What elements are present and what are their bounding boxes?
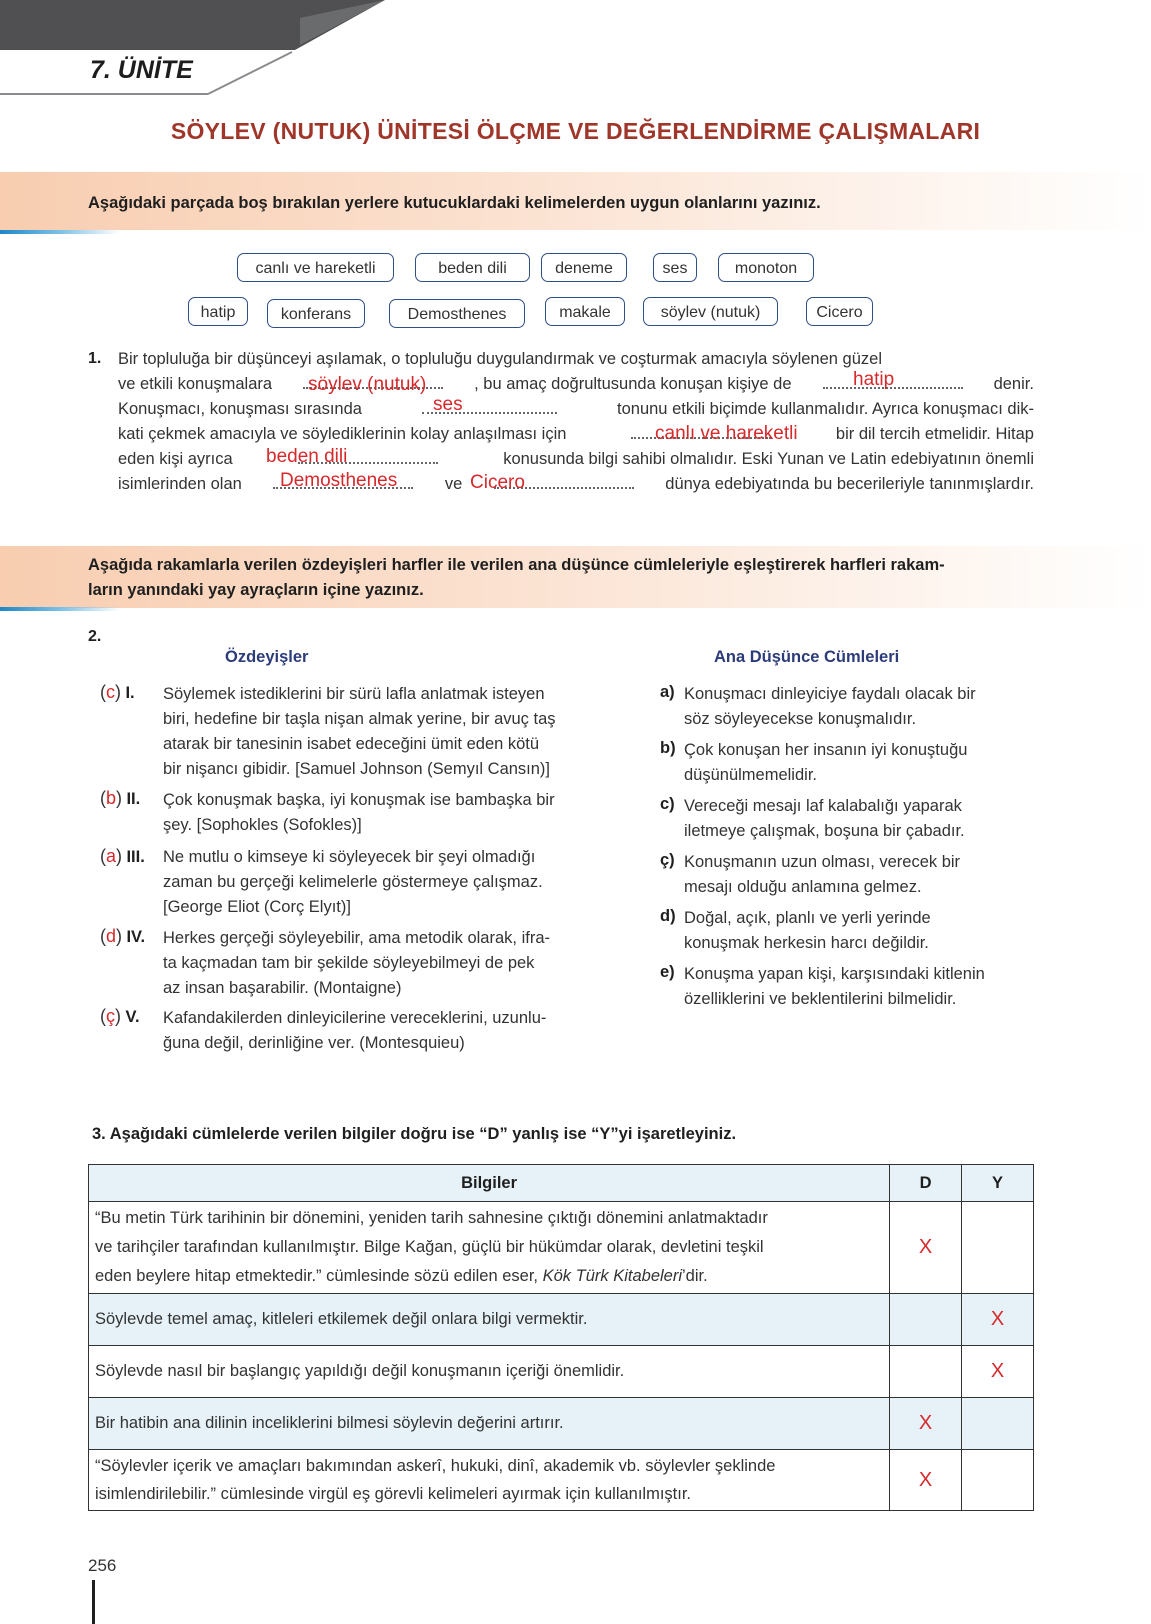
idea-text: Vereceği mesajı laf kalabalığı yaparak iletmeye çalışmak, boşuna bir çabadır.: [684, 797, 965, 840]
table-row: [89, 1346, 1034, 1398]
d-cell[interactable]: [890, 1450, 962, 1511]
paragraph-line: isimlerinden olan ve dünya edebiyatında bu becerileriyle tanınmışlardır.: [118, 475, 1034, 493]
paragraph-line: ve etkili konuşmalara , bu amaç doğrultusunda konuşan kişiye de denir.: [118, 375, 1034, 393]
band-accent-line: [0, 607, 400, 611]
paragraph-line: Konuşmacı, konuşması sırasında tonunu etkili biçimde kullanmalıdır. Ayrıca konuşmacı dik-: [118, 400, 1034, 418]
paragraph-line: kati çekmek amacıyla ve söylediklerinin kolay anlaşılması için bir dil tercih etmelidir. Hitap: [118, 425, 1034, 443]
handwritten-match: c: [106, 682, 115, 702]
handwritten-x: X: [918, 1468, 933, 1491]
idea-text: Konuşma yapan kişi, karşısındaki kitlenin özelliklerini ve beklentilerini bilmelidir.: [684, 965, 985, 1008]
word-box: makale: [545, 297, 625, 326]
handwritten-match: d: [106, 926, 117, 946]
saying-text: Herkes gerçeği söyleyebilir, ama metodik olarak, ifra- ta kaçmadan tam bir şekilde söyleyebilmeyi de pek az insan başarabilir. (Montaigne): [163, 929, 550, 997]
handwritten-x: X: [990, 1308, 1005, 1330]
word-box: hatip: [188, 297, 248, 326]
question-number-1: 1.: [88, 350, 102, 367]
handwritten-x: X: [918, 1412, 933, 1434]
idea-text: Çok konuşan her insanın iyi konuştuğu düşünülmemelidir.: [684, 741, 968, 784]
word-box: Cicero: [806, 297, 873, 326]
y-cell[interactable]: [962, 1294, 1034, 1346]
handwritten-match: ç: [106, 1006, 115, 1026]
d-cell[interactable]: [890, 1202, 962, 1294]
y-cell[interactable]: [962, 1202, 1034, 1294]
header-bilgiler: Bilgiler: [89, 1165, 890, 1202]
instruction-2: Aşağıda rakamlarla verilen özdeyişleri harfler ile verilen ana düşünce cümleleriyle eşleştirerek harfleri rakam- ların yanındaki yay ayraçların içine yazınız.: [88, 556, 945, 599]
ideas-heading: Ana Düşünce Cümleleri: [714, 648, 900, 666]
saying-text: Ne mutlu o kimseye ki söyleyecek bir şeyi olmadığı zaman bu gerçeği kelimelerle göstermeye çalışmaz. [George Eliot (Corç Elyıt)]: [163, 848, 543, 916]
handwritten-answer: canlı ve hareketli: [655, 423, 798, 444]
statement-cell: Bir hatibin ana dilinin inceliklerini bilmesi söylevin değerini artırır.: [89, 1398, 890, 1450]
y-cell[interactable]: [962, 1346, 1034, 1398]
handwritten-answer: Demosthenes: [280, 470, 398, 491]
y-cell[interactable]: [962, 1398, 1034, 1450]
word-box: deneme: [541, 253, 627, 282]
handwritten-answer: söylev (nutuk): [308, 374, 427, 395]
y-cell[interactable]: [962, 1450, 1034, 1511]
page-title: SÖYLEV (NUTUK) ÜNİTESİ ÖLÇME VE DEĞERLENDİRME ÇALIŞMALARI: [170, 118, 981, 144]
unit-label: 7. ÜNİTE: [90, 56, 193, 84]
idea-text: Konuşmacı dinleyiciye faydalı olacak bir söz söyleyecekse konuşmalıdır.: [684, 685, 976, 728]
saying-item: (d) IV.: [100, 926, 146, 946]
idea-letter: e): [660, 963, 675, 981]
word-box: monoton: [718, 253, 814, 282]
handwritten-answer: beden dili: [266, 446, 348, 467]
handwritten-x: X: [990, 1360, 1005, 1382]
question-number-2: 2.: [88, 628, 102, 645]
word-box: canlı ve hareketli: [237, 253, 394, 282]
table-row: [89, 1450, 1034, 1511]
saying-text: Kafandakilerden dinleyicilerine vereceklerini, uzunlu- ğuna değil, derinliğine ver. (Montesquieu): [163, 1009, 547, 1052]
d-cell[interactable]: [890, 1398, 962, 1450]
saying-item: (ç) V.: [100, 1006, 140, 1026]
table-header: [89, 1165, 1034, 1202]
fill-in-paragraph: [118, 347, 1034, 497]
idea-text: Doğal, açık, planlı ve yerli yerinde konuşmak herkesin harcı değildir.: [684, 909, 931, 952]
statement-cell: “Söylevler içerik ve amaçları bakımından askerî, hukuki, dinî, akademik vb. söylevler şeklinde isimlendirilebilir.” cümlesinde virgül eş görevli kelimeleri ayırmak için kullanılmıştır.: [89, 1450, 890, 1511]
header-decoration: [0, 0, 400, 100]
page-margin-bar: [92, 1580, 95, 1624]
statement-cell: Söylevde nasıl bir başlangıç yapıldığı değil konuşmanın içeriği önemlidir.: [89, 1346, 890, 1398]
idea-letter: d): [660, 907, 676, 925]
d-cell[interactable]: [890, 1346, 962, 1398]
idea-letter: ç): [660, 851, 675, 869]
statement-cell: “Bu metin Türk tarihinin bir dönemini, yeniden tarih sahnesine çıktığı dönemini anlatmaktadır ve tarihçiler tarafından kullanılmıştır. Bilge Kağan, güçlü bir hükümdar olarak, devletini teşkil eden beylere hitap etmektedir.” cümlesinde sözü edilen eser, Kök Türk Kitabeleri’dir.: [89, 1202, 890, 1294]
word-box: söylev (nutuk): [643, 297, 778, 326]
header-y: Y: [962, 1165, 1034, 1202]
saying-item: (a) III.: [100, 846, 145, 866]
saying-text: Söylemek istediklerini bir sürü lafla anlatmak isteyen biri, hedefine bir taşla nişan almak yerine, bir avuç taş atarak bir tanesinin isabet edeceğini ümit eden kötü bir nişancı gibidir. [Samuel Johnson (Semyıl Cansın)]: [163, 685, 556, 778]
handwritten-match: a: [106, 846, 117, 866]
saying-item: (c) I.: [100, 682, 135, 702]
handwritten-answer: Cicero: [470, 472, 525, 493]
idea-letter: a): [660, 683, 675, 701]
word-box: konferans: [267, 299, 365, 328]
table-row: [89, 1294, 1034, 1346]
saying-item: (b) II.: [100, 788, 141, 808]
instruction-1: Aşağıdaki parçada boş bırakılan yerlere kutucuklardaki kelimelerden uygun olanlarını yazınız.: [88, 194, 821, 212]
word-box: ses: [653, 253, 697, 282]
instruction-3: 3. Aşağıdaki cümlelerde verilen bilgiler doğru ise “D” yanlış ise “Y”yi işaretleyiniz.: [92, 1125, 737, 1143]
d-cell[interactable]: [890, 1294, 962, 1346]
handwritten-answer: hatip: [853, 369, 895, 390]
handwritten-x: X: [918, 1236, 933, 1258]
statement-cell: Söylevde temel amaç, kitleleri etkilemek değil onlara bilgi vermektir.: [89, 1294, 890, 1346]
band-accent-line: [0, 230, 400, 234]
handwritten-match: b: [106, 788, 117, 808]
header-d: D: [890, 1165, 962, 1202]
page-number: 256: [88, 1556, 117, 1575]
paragraph-line: Bir topluluğa bir düşünceyi aşılamak, o topluluğu duygulandırmak ve coşturmak amacıyla söylenen güzel: [118, 350, 882, 368]
paragraph-line: eden kişi ayrıca konusunda bilgi sahibi olmalıdır. Eski Yunan ve Latin edebiyatının önemli: [118, 450, 1034, 468]
word-box: Demosthenes: [389, 299, 525, 328]
idea-letter: b): [660, 739, 676, 757]
idea-text: Konuşmanın uzun olması, verecek bir mesajı olduğu anlamına gelmez.: [684, 853, 961, 896]
sayings-heading: Özdeyişler: [225, 648, 309, 666]
handwritten-answer: ses: [433, 394, 463, 415]
saying-text: Çok konuşmak başka, iyi konuşmak ise bambaşka bir şey. [Sophokles (Sofokles)]: [163, 791, 555, 834]
true-false-table: [88, 1164, 1034, 1511]
word-box: beden dili: [415, 253, 530, 282]
table-row: [89, 1202, 1034, 1294]
idea-letter: c): [660, 795, 675, 813]
table-row: [89, 1398, 1034, 1450]
